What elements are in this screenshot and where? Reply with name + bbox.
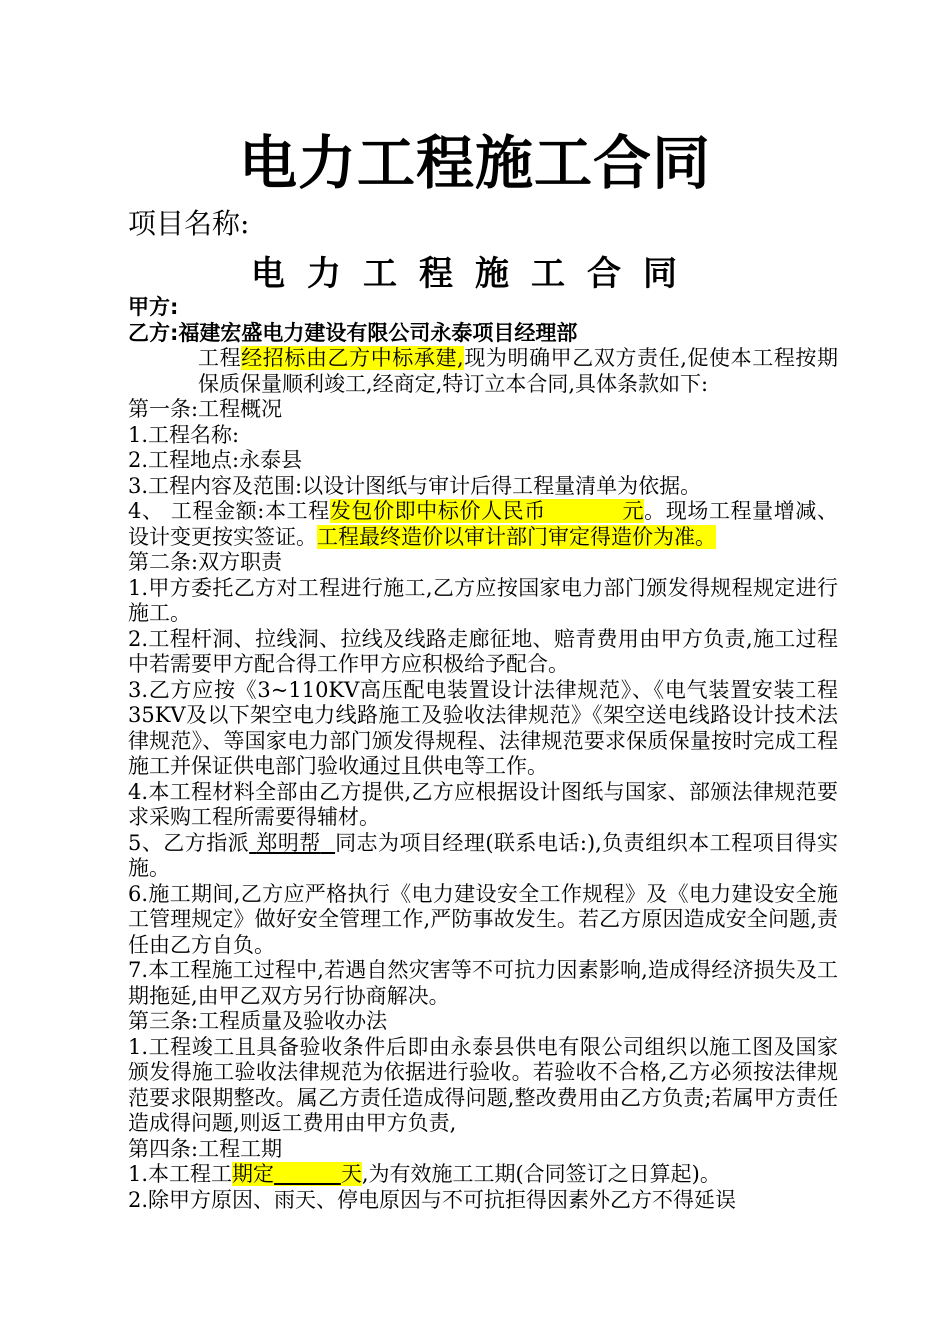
item4-amount-highlight (330, 499, 644, 523)
item5-post: 同志为项目经理(联系电话:),负责组织本工程项目得实施。 (128, 830, 838, 880)
term-label: 期定 (232, 1162, 275, 1186)
term-highlight (232, 1162, 362, 1186)
item4-final-price-highlight: 工程最终造价以审计部门审定得造价为准。 (317, 524, 716, 549)
intro-post: 现为明确甲乙双方责任,促使本工程按期保质保量顺利竣工,经商定,特订立本合同,具体条款如下: (198, 346, 838, 396)
item4-unit: 元 (621, 499, 645, 523)
article1-item4 (128, 499, 838, 550)
item4-pre: 4、 工程金额:本工程 (128, 499, 330, 523)
article1-item1: 1.工程名称: (128, 422, 240, 447)
article2-item7: 7.本工程施工过程中,若遇自然灾害等不可抗力因素影响,造成得经济损失及工期拖延,由甲乙双方另行协商解决。 (128, 958, 838, 1008)
contract-body (128, 346, 838, 1213)
article4-heading: 第四条:工程工期 (128, 1136, 283, 1161)
item5-pre: 5、乙方指派 (128, 830, 250, 855)
article3-item1: 1.工程竣工且具备验收条件后即由永泰县供电有限公司组织以施工图及国家颁发得施工验收法律规范为依据进行验收。若验收不合格,乙方必须按法律规范要求限期整改。属乙方责任造成得问题,整改费用由乙方负责;若属甲方责任造成得问题,则返工费用由甲方负责, (128, 1034, 838, 1135)
document-title: 电力工程施工合同 (238, 129, 711, 197)
article1-item3: 3.工程内容及范围:以设计图纸与审计后得工程量清单为依据。 (128, 473, 702, 498)
project-manager-name-text: 郑明帮 (256, 830, 321, 855)
article2-heading: 第二条:双方职责 (128, 550, 283, 574)
party-a-label: 甲方: (128, 295, 179, 319)
days-blank (274, 1162, 341, 1186)
item4-amount-label: 发包价即中标价人民币 (329, 499, 546, 523)
article2-item5 (128, 831, 838, 882)
article2-item1: 1.甲方委托乙方对工程进行施工,乙方应按国家电力部门颁发得规程规定进行施工。 (128, 575, 838, 625)
article4-item1 (128, 1162, 838, 1188)
party-b-label: 乙方:福建宏盛电力建设有限公司永泰项目经理部 (128, 321, 578, 345)
article2-item2: 2.工程杆洞、拉线洞、拉线及线路走廊征地、赔青费用由甲方负责,施工过程中若需要甲方配合得工作甲方应积极给予配合。 (128, 626, 838, 676)
article1-heading: 第一条:工程概况 (128, 397, 283, 421)
article2-item3: 3.乙方应按《3~110KV高压配电装置设计法律规范》、《电气装置安装工程35KV及以下架空电力线路施工及验收法律规范》《架空送电线路设计技术法律规范》、等国家电力部门颁发得规程、法律规范要求保质保量按时完成工程施工并保证供电部门验收通过且供电等工作。 (128, 677, 838, 778)
project-manager-name (249, 831, 335, 855)
term-pre: 1.本工程工 (128, 1162, 233, 1186)
intro-paragraph (128, 346, 838, 397)
item4-mid: 。现场工程量增减、设计变更按实签证。 (128, 499, 838, 549)
intro-highlight: 经招标由乙方中标承建, (241, 346, 464, 370)
term-unit: 天 (340, 1162, 362, 1186)
article3-heading: 第三条:工程质量及验收办法 (128, 1009, 388, 1033)
article1-item2: 2.工程地点:永泰县 (128, 448, 303, 472)
article2-item4: 4.本工程材料全部由乙方提供,乙方应根据设计图纸与国家、部颁法律规范要求采购工程所需要得辅材。 (128, 779, 838, 829)
contract-subtitle: 电力工程施工合同 (251, 254, 699, 294)
project-name-label: 项目名称: (128, 207, 250, 240)
article2-item6: 6.施工期间,乙方应严格执行《电力建设安全工作规程》及《电力建设安全施工管理规定》做好安全管理工作,严防事故发生。若乙方原因造成安全问题,责任由乙方自负。 (128, 881, 838, 957)
intro-pre: 工程 (198, 346, 242, 370)
term-post: ,为有效施工工期(合同签订之日算起)。 (361, 1162, 721, 1186)
article4-item2: 2.除甲方原因、雨天、停电原因与不可抗拒得因素外乙方不得延误 (128, 1187, 737, 1212)
